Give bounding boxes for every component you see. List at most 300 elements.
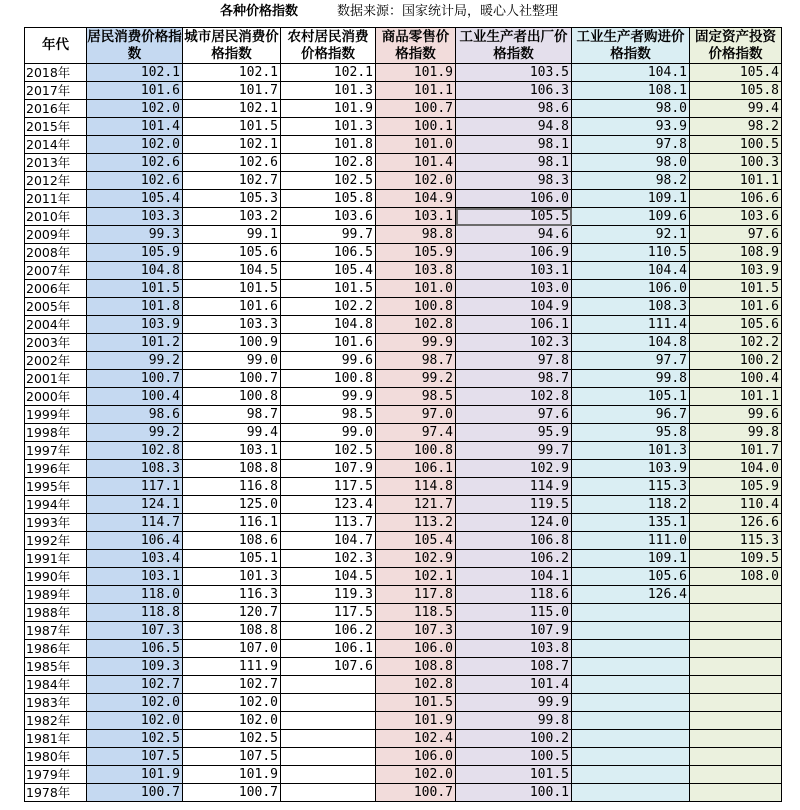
cell-rural-cpi[interactable]: 101.3 — [281, 82, 376, 100]
cell-rural-cpi[interactable]: 104.8 — [281, 316, 376, 334]
cell-ppi-output[interactable]: 114.9 — [456, 478, 572, 496]
cell-ppi-input[interactable]: 95.8 — [572, 424, 690, 442]
cell-ppi-output[interactable]: 100.2 — [456, 730, 572, 748]
cell-ppi-output[interactable]: 98.3 — [456, 172, 572, 190]
cell-year[interactable]: 2006年 — [25, 280, 87, 298]
cell-cpi[interactable]: 102.1 — [87, 64, 183, 82]
cell-rural-cpi[interactable]: 113.7 — [281, 514, 376, 532]
cell-urban-cpi[interactable]: 105.1 — [183, 550, 281, 568]
cell-cpi[interactable]: 106.5 — [87, 640, 183, 658]
cell-fixed-asset-price[interactable]: 100.4 — [690, 370, 782, 388]
cell-urban-cpi[interactable]: 116.1 — [183, 514, 281, 532]
cell-retail-price[interactable]: 101.4 — [376, 154, 456, 172]
cell-fixed-asset-price[interactable] — [690, 586, 782, 604]
cell-cpi[interactable]: 108.3 — [87, 460, 183, 478]
cell-urban-cpi[interactable]: 100.7 — [183, 784, 281, 802]
cell-ppi-output[interactable]: 106.9 — [456, 244, 572, 262]
cell-retail-price[interactable]: 100.7 — [376, 784, 456, 802]
cell-fixed-asset-price[interactable]: 100.3 — [690, 154, 782, 172]
cell-cpi[interactable]: 99.3 — [87, 226, 183, 244]
cell-year[interactable]: 2003年 — [25, 334, 87, 352]
cell-year[interactable]: 2015年 — [25, 118, 87, 136]
cell-urban-cpi[interactable]: 99.1 — [183, 226, 281, 244]
cell-year[interactable]: 1993年 — [25, 514, 87, 532]
cell-rural-cpi[interactable]: 101.8 — [281, 136, 376, 154]
cell-ppi-output[interactable]: 99.8 — [456, 712, 572, 730]
cell-ppi-output[interactable]: 106.1 — [456, 316, 572, 334]
cell-ppi-input[interactable]: 126.4 — [572, 586, 690, 604]
cell-year[interactable]: 2000年 — [25, 388, 87, 406]
cell-ppi-input[interactable]: 105.1 — [572, 388, 690, 406]
cell-rural-cpi[interactable]: 103.6 — [281, 208, 376, 226]
cell-rural-cpi[interactable]: 119.3 — [281, 586, 376, 604]
cell-fixed-asset-price[interactable]: 109.5 — [690, 550, 782, 568]
cell-rural-cpi[interactable]: 99.7 — [281, 226, 376, 244]
cell-ppi-output[interactable]: 108.7 — [456, 658, 572, 676]
cell-urban-cpi[interactable]: 100.7 — [183, 370, 281, 388]
cell-retail-price[interactable]: 106.0 — [376, 748, 456, 766]
cell-rural-cpi[interactable]: 102.2 — [281, 298, 376, 316]
cell-ppi-input[interactable] — [572, 676, 690, 694]
cell-ppi-input[interactable]: 97.7 — [572, 352, 690, 370]
cell-fixed-asset-price[interactable]: 105.4 — [690, 64, 782, 82]
cell-cpi[interactable]: 105.4 — [87, 190, 183, 208]
cell-cpi[interactable]: 102.0 — [87, 136, 183, 154]
cell-cpi[interactable]: 102.0 — [87, 712, 183, 730]
cell-retail-price[interactable]: 101.1 — [376, 82, 456, 100]
cell-ppi-input[interactable] — [572, 640, 690, 658]
cell-retail-price[interactable]: 106.0 — [376, 640, 456, 658]
cell-cpi[interactable]: 102.6 — [87, 172, 183, 190]
cell-year[interactable]: 1987年 — [25, 622, 87, 640]
cell-rural-cpi[interactable]: 123.4 — [281, 496, 376, 514]
cell-fixed-asset-price[interactable]: 99.6 — [690, 406, 782, 424]
cell-fixed-asset-price[interactable]: 101.1 — [690, 388, 782, 406]
cell-rural-cpi[interactable]: 117.5 — [281, 478, 376, 496]
cell-year[interactable]: 2009年 — [25, 226, 87, 244]
cell-urban-cpi[interactable]: 102.7 — [183, 172, 281, 190]
cell-ppi-output[interactable]: 119.5 — [456, 496, 572, 514]
cell-cpi[interactable]: 105.9 — [87, 244, 183, 262]
cell-retail-price[interactable]: 102.4 — [376, 730, 456, 748]
cell-fixed-asset-price[interactable]: 101.6 — [690, 298, 782, 316]
cell-urban-cpi[interactable]: 101.3 — [183, 568, 281, 586]
cell-urban-cpi[interactable]: 105.3 — [183, 190, 281, 208]
cell-fixed-asset-price[interactable]: 104.0 — [690, 460, 782, 478]
cell-ppi-input[interactable] — [572, 766, 690, 784]
header-retail-price-index[interactable]: 商品零售价格指数 — [376, 28, 456, 64]
cell-retail-price[interactable]: 100.8 — [376, 298, 456, 316]
cell-cpi[interactable]: 100.7 — [87, 784, 183, 802]
cell-retail-price[interactable]: 105.4 — [376, 532, 456, 550]
cell-retail-price[interactable]: 100.8 — [376, 442, 456, 460]
cell-ppi-output[interactable]: 102.3 — [456, 334, 572, 352]
cell-ppi-output[interactable]: 98.1 — [456, 154, 572, 172]
cell-ppi-output[interactable]: 103.0 — [456, 280, 572, 298]
cell-cpi[interactable]: 100.4 — [87, 388, 183, 406]
cell-ppi-output[interactable]: 94.8 — [456, 118, 572, 136]
cell-ppi-output[interactable]: 98.1 — [456, 136, 572, 154]
cell-cpi[interactable]: 102.0 — [87, 694, 183, 712]
cell-ppi-input[interactable]: 109.6 — [572, 208, 690, 226]
cell-fixed-asset-price[interactable]: 103.6 — [690, 208, 782, 226]
cell-rural-cpi[interactable]: 105.8 — [281, 190, 376, 208]
cell-year[interactable]: 2014年 — [25, 136, 87, 154]
cell-fixed-asset-price[interactable] — [690, 748, 782, 766]
cell-ppi-input[interactable]: 98.2 — [572, 172, 690, 190]
cell-year[interactable]: 2007年 — [25, 262, 87, 280]
cell-ppi-input[interactable]: 103.9 — [572, 460, 690, 478]
cell-ppi-output[interactable]: 118.6 — [456, 586, 572, 604]
cell-retail-price[interactable]: 101.9 — [376, 712, 456, 730]
cell-fixed-asset-price[interactable]: 101.5 — [690, 280, 782, 298]
cell-rural-cpi[interactable] — [281, 676, 376, 694]
cell-fixed-asset-price[interactable]: 105.6 — [690, 316, 782, 334]
cell-ppi-output[interactable]: 99.9 — [456, 694, 572, 712]
cell-retail-price[interactable]: 97.4 — [376, 424, 456, 442]
cell-ppi-input[interactable] — [572, 712, 690, 730]
cell-year[interactable]: 1986年 — [25, 640, 87, 658]
cell-urban-cpi[interactable]: 99.4 — [183, 424, 281, 442]
cell-cpi[interactable]: 106.4 — [87, 532, 183, 550]
cell-rural-cpi[interactable]: 104.5 — [281, 568, 376, 586]
cell-fixed-asset-price[interactable]: 115.3 — [690, 532, 782, 550]
cell-rural-cpi[interactable]: 102.3 — [281, 550, 376, 568]
cell-ppi-input[interactable] — [572, 748, 690, 766]
cell-rural-cpi[interactable]: 99.6 — [281, 352, 376, 370]
cell-fixed-asset-price[interactable] — [690, 676, 782, 694]
cell-ppi-output[interactable]: 97.6 — [456, 406, 572, 424]
header-year[interactable]: 年代 — [25, 28, 87, 64]
cell-year[interactable]: 2010年 — [25, 208, 87, 226]
cell-year[interactable]: 1978年 — [25, 784, 87, 802]
cell-cpi[interactable]: 107.5 — [87, 748, 183, 766]
header-ppi-input[interactable]: 工业生产者购进价格指数 — [572, 28, 690, 64]
cell-fixed-asset-price[interactable] — [690, 766, 782, 784]
cell-rural-cpi[interactable]: 107.9 — [281, 460, 376, 478]
cell-fixed-asset-price[interactable] — [690, 622, 782, 640]
cell-rural-cpi[interactable]: 99.0 — [281, 424, 376, 442]
cell-ppi-input[interactable]: 109.1 — [572, 550, 690, 568]
cell-year[interactable]: 1996年 — [25, 460, 87, 478]
cell-ppi-input[interactable]: 135.1 — [572, 514, 690, 532]
cell-fixed-asset-price[interactable]: 108.9 — [690, 244, 782, 262]
cell-ppi-output[interactable]: 101.4 — [456, 676, 572, 694]
cell-rural-cpi[interactable]: 102.5 — [281, 442, 376, 460]
cell-rural-cpi[interactable]: 98.5 — [281, 406, 376, 424]
cell-ppi-input[interactable]: 109.1 — [572, 190, 690, 208]
cell-year[interactable]: 1989年 — [25, 586, 87, 604]
cell-urban-cpi[interactable]: 102.1 — [183, 100, 281, 118]
cell-ppi-output[interactable]: 100.5 — [456, 748, 572, 766]
cell-rural-cpi[interactable] — [281, 748, 376, 766]
cell-ppi-output[interactable]: 106.8 — [456, 532, 572, 550]
cell-urban-cpi[interactable]: 107.5 — [183, 748, 281, 766]
cell-ppi-input[interactable]: 108.3 — [572, 298, 690, 316]
cell-urban-cpi[interactable]: 107.0 — [183, 640, 281, 658]
cell-ppi-input[interactable]: 118.2 — [572, 496, 690, 514]
cell-ppi-input[interactable] — [572, 694, 690, 712]
cell-cpi[interactable]: 101.4 — [87, 118, 183, 136]
cell-retail-price[interactable]: 103.1 — [376, 208, 456, 226]
cell-cpi[interactable]: 103.1 — [87, 568, 183, 586]
cell-cpi[interactable]: 101.9 — [87, 766, 183, 784]
cell-ppi-output[interactable]: 95.9 — [456, 424, 572, 442]
cell-urban-cpi[interactable]: 101.5 — [183, 280, 281, 298]
cell-retail-price[interactable]: 114.8 — [376, 478, 456, 496]
cell-urban-cpi[interactable]: 103.1 — [183, 442, 281, 460]
cell-urban-cpi[interactable]: 100.9 — [183, 334, 281, 352]
cell-rural-cpi[interactable] — [281, 766, 376, 784]
cell-ppi-input[interactable] — [572, 730, 690, 748]
cell-cpi[interactable]: 103.4 — [87, 550, 183, 568]
cell-fixed-asset-price[interactable]: 101.7 — [690, 442, 782, 460]
cell-rural-cpi[interactable]: 101.3 — [281, 118, 376, 136]
cell-ppi-output[interactable]: 102.9 — [456, 460, 572, 478]
cell-ppi-input[interactable]: 97.8 — [572, 136, 690, 154]
cell-retail-price[interactable]: 102.0 — [376, 172, 456, 190]
cell-fixed-asset-price[interactable]: 108.0 — [690, 568, 782, 586]
cell-urban-cpi[interactable]: 102.7 — [183, 676, 281, 694]
cell-retail-price[interactable]: 102.9 — [376, 550, 456, 568]
cell-year[interactable]: 1997年 — [25, 442, 87, 460]
cell-cpi[interactable]: 98.6 — [87, 406, 183, 424]
cell-fixed-asset-price[interactable]: 100.2 — [690, 352, 782, 370]
cell-ppi-input[interactable]: 104.8 — [572, 334, 690, 352]
cell-cpi[interactable]: 103.9 — [87, 316, 183, 334]
cell-year[interactable]: 1994年 — [25, 496, 87, 514]
cell-ppi-input[interactable] — [572, 622, 690, 640]
cell-fixed-asset-price[interactable]: 100.5 — [690, 136, 782, 154]
cell-urban-cpi[interactable]: 101.9 — [183, 766, 281, 784]
cell-rural-cpi[interactable]: 106.5 — [281, 244, 376, 262]
cell-fixed-asset-price[interactable]: 99.4 — [690, 100, 782, 118]
cell-urban-cpi[interactable]: 101.7 — [183, 82, 281, 100]
cell-rural-cpi[interactable]: 101.6 — [281, 334, 376, 352]
cell-year[interactable]: 2012年 — [25, 172, 87, 190]
cell-cpi[interactable]: 124.1 — [87, 496, 183, 514]
cell-retail-price[interactable]: 101.5 — [376, 694, 456, 712]
cell-fixed-asset-price[interactable] — [690, 730, 782, 748]
cell-ppi-output[interactable]: 97.8 — [456, 352, 572, 370]
cell-ppi-input[interactable]: 110.5 — [572, 244, 690, 262]
cell-ppi-input[interactable]: 104.4 — [572, 262, 690, 280]
cell-ppi-input[interactable]: 99.8 — [572, 370, 690, 388]
cell-year[interactable]: 2011年 — [25, 190, 87, 208]
cell-ppi-input[interactable] — [572, 604, 690, 622]
cell-retail-price[interactable]: 97.0 — [376, 406, 456, 424]
cell-ppi-input[interactable]: 115.3 — [572, 478, 690, 496]
cell-urban-cpi[interactable]: 102.6 — [183, 154, 281, 172]
cell-rural-cpi[interactable]: 102.1 — [281, 64, 376, 82]
cell-retail-price[interactable]: 101.0 — [376, 280, 456, 298]
cell-year[interactable]: 1992年 — [25, 532, 87, 550]
cell-ppi-output[interactable]: 106.3 — [456, 82, 572, 100]
cell-fixed-asset-price[interactable]: 101.1 — [690, 172, 782, 190]
cell-year[interactable]: 2016年 — [25, 100, 87, 118]
cell-year[interactable]: 1984年 — [25, 676, 87, 694]
cell-urban-cpi[interactable]: 102.5 — [183, 730, 281, 748]
cell-ppi-output[interactable]: 94.6 — [456, 226, 572, 244]
cell-urban-cpi[interactable]: 101.6 — [183, 298, 281, 316]
cell-urban-cpi[interactable]: 108.8 — [183, 622, 281, 640]
cell-rural-cpi[interactable]: 117.5 — [281, 604, 376, 622]
cell-ppi-output[interactable]: 124.0 — [456, 514, 572, 532]
cell-urban-cpi[interactable]: 105.6 — [183, 244, 281, 262]
cell-ppi-output[interactable]: 105.5 — [456, 208, 572, 226]
cell-year[interactable]: 1988年 — [25, 604, 87, 622]
cell-retail-price[interactable]: 107.3 — [376, 622, 456, 640]
cell-cpi[interactable]: 101.8 — [87, 298, 183, 316]
header-fixed-asset-price-index[interactable]: 固定资产投资价格指数 — [690, 28, 782, 64]
cell-cpi[interactable]: 99.2 — [87, 352, 183, 370]
cell-urban-cpi[interactable]: 102.1 — [183, 64, 281, 82]
cell-ppi-input[interactable]: 111.0 — [572, 532, 690, 550]
cell-ppi-output[interactable]: 106.2 — [456, 550, 572, 568]
cell-cpi[interactable]: 100.7 — [87, 370, 183, 388]
cell-ppi-input[interactable]: 106.0 — [572, 280, 690, 298]
cell-retail-price[interactable]: 99.9 — [376, 334, 456, 352]
cell-urban-cpi[interactable]: 102.0 — [183, 712, 281, 730]
cell-ppi-input[interactable] — [572, 658, 690, 676]
cell-urban-cpi[interactable]: 116.8 — [183, 478, 281, 496]
cell-ppi-input[interactable]: 108.1 — [572, 82, 690, 100]
cell-ppi-output[interactable]: 103.5 — [456, 64, 572, 82]
cell-year[interactable]: 2002年 — [25, 352, 87, 370]
cell-fixed-asset-price[interactable] — [690, 658, 782, 676]
cell-retail-price[interactable]: 108.8 — [376, 658, 456, 676]
cell-retail-price[interactable]: 99.2 — [376, 370, 456, 388]
cell-cpi[interactable]: 102.0 — [87, 100, 183, 118]
cell-retail-price[interactable]: 121.7 — [376, 496, 456, 514]
cell-cpi[interactable]: 102.8 — [87, 442, 183, 460]
cell-urban-cpi[interactable]: 104.5 — [183, 262, 281, 280]
cell-fixed-asset-price[interactable]: 103.9 — [690, 262, 782, 280]
cell-cpi[interactable]: 104.8 — [87, 262, 183, 280]
cell-urban-cpi[interactable]: 102.0 — [183, 694, 281, 712]
cell-ppi-input[interactable] — [572, 784, 690, 802]
cell-fixed-asset-price[interactable]: 105.8 — [690, 82, 782, 100]
cell-retail-price[interactable]: 98.5 — [376, 388, 456, 406]
cell-cpi[interactable]: 101.6 — [87, 82, 183, 100]
cell-ppi-output[interactable]: 104.1 — [456, 568, 572, 586]
cell-ppi-input[interactable]: 98.0 — [572, 100, 690, 118]
cell-cpi[interactable]: 117.1 — [87, 478, 183, 496]
cell-year[interactable]: 2001年 — [25, 370, 87, 388]
cell-fixed-asset-price[interactable] — [690, 712, 782, 730]
cell-fixed-asset-price[interactable]: 102.2 — [690, 334, 782, 352]
cell-fixed-asset-price[interactable]: 98.2 — [690, 118, 782, 136]
cell-ppi-output[interactable]: 115.0 — [456, 604, 572, 622]
cell-rural-cpi[interactable] — [281, 712, 376, 730]
cell-retail-price[interactable]: 100.1 — [376, 118, 456, 136]
cell-cpi[interactable]: 118.0 — [87, 586, 183, 604]
cell-retail-price[interactable]: 102.8 — [376, 676, 456, 694]
cell-rural-cpi[interactable] — [281, 694, 376, 712]
cell-fixed-asset-price[interactable] — [690, 694, 782, 712]
cell-fixed-asset-price[interactable]: 105.9 — [690, 478, 782, 496]
cell-cpi[interactable]: 101.5 — [87, 280, 183, 298]
cell-rural-cpi[interactable]: 100.8 — [281, 370, 376, 388]
cell-rural-cpi[interactable]: 102.5 — [281, 172, 376, 190]
cell-ppi-output[interactable]: 103.8 — [456, 640, 572, 658]
cell-year[interactable]: 1982年 — [25, 712, 87, 730]
cell-year[interactable]: 2004年 — [25, 316, 87, 334]
header-cpi[interactable]: 居民消费价格指数 — [87, 28, 182, 62]
cell-urban-cpi[interactable]: 103.2 — [183, 208, 281, 226]
cell-ppi-input[interactable]: 111.4 — [572, 316, 690, 334]
cell-retail-price[interactable]: 105.9 — [376, 244, 456, 262]
cell-cpi[interactable]: 109.3 — [87, 658, 183, 676]
cell-urban-cpi[interactable]: 125.0 — [183, 496, 281, 514]
cell-year[interactable]: 2008年 — [25, 244, 87, 262]
cell-urban-cpi[interactable]: 108.8 — [183, 460, 281, 478]
cell-cpi[interactable]: 114.7 — [87, 514, 183, 532]
cell-rural-cpi[interactable]: 101.9 — [281, 100, 376, 118]
cell-year[interactable]: 2005年 — [25, 298, 87, 316]
cell-cpi[interactable]: 102.6 — [87, 154, 183, 172]
header-ppi-output[interactable]: 工业生产者出厂价格指数 — [456, 28, 572, 64]
cell-cpi[interactable]: 107.3 — [87, 622, 183, 640]
cell-ppi-output[interactable]: 103.1 — [456, 262, 572, 280]
cell-fixed-asset-price[interactable] — [690, 604, 782, 622]
cell-retail-price[interactable]: 113.2 — [376, 514, 456, 532]
cell-ppi-output[interactable]: 104.9 — [456, 298, 572, 316]
cell-urban-cpi[interactable]: 103.3 — [183, 316, 281, 334]
cell-retail-price[interactable]: 102.8 — [376, 316, 456, 334]
cell-retail-price[interactable]: 117.8 — [376, 586, 456, 604]
cell-year[interactable]: 2018年 — [25, 64, 87, 82]
cell-fixed-asset-price[interactable]: 97.6 — [690, 226, 782, 244]
cell-year[interactable]: 1991年 — [25, 550, 87, 568]
cell-ppi-input[interactable]: 98.0 — [572, 154, 690, 172]
cell-rural-cpi[interactable]: 106.1 — [281, 640, 376, 658]
cell-ppi-output[interactable]: 106.0 — [456, 190, 572, 208]
cell-ppi-output[interactable]: 101.5 — [456, 766, 572, 784]
cell-retail-price[interactable]: 101.9 — [376, 64, 456, 82]
cell-urban-cpi[interactable]: 102.1 — [183, 136, 281, 154]
cell-rural-cpi[interactable] — [281, 784, 376, 802]
cell-year[interactable]: 1995年 — [25, 478, 87, 496]
cell-rural-cpi[interactable]: 99.9 — [281, 388, 376, 406]
cell-year[interactable]: 1979年 — [25, 766, 87, 784]
cell-rural-cpi[interactable]: 104.7 — [281, 532, 376, 550]
cell-ppi-input[interactable]: 104.1 — [572, 64, 690, 82]
cell-cpi[interactable]: 101.2 — [87, 334, 183, 352]
cell-urban-cpi[interactable]: 101.5 — [183, 118, 281, 136]
cell-retail-price[interactable]: 104.9 — [376, 190, 456, 208]
cell-year[interactable]: 1985年 — [25, 658, 87, 676]
cell-retail-price[interactable]: 102.1 — [376, 568, 456, 586]
cell-ppi-input[interactable]: 92.1 — [572, 226, 690, 244]
cell-year[interactable]: 2017年 — [25, 82, 87, 100]
cell-year[interactable]: 2013年 — [25, 154, 87, 172]
cell-retail-price[interactable]: 98.7 — [376, 352, 456, 370]
cell-cpi[interactable]: 99.2 — [87, 424, 183, 442]
cell-year[interactable]: 1999年 — [25, 406, 87, 424]
cell-retail-price[interactable]: 98.8 — [376, 226, 456, 244]
cell-cpi[interactable]: 102.5 — [87, 730, 183, 748]
cell-year[interactable]: 1990年 — [25, 568, 87, 586]
cell-year[interactable]: 1981年 — [25, 730, 87, 748]
cell-ppi-input[interactable]: 105.6 — [572, 568, 690, 586]
cell-ppi-output[interactable]: 102.8 — [456, 388, 572, 406]
cell-ppi-input[interactable]: 101.3 — [572, 442, 690, 460]
cell-urban-cpi[interactable]: 99.0 — [183, 352, 281, 370]
cell-year[interactable]: 1983年 — [25, 694, 87, 712]
cell-ppi-output[interactable]: 99.7 — [456, 442, 572, 460]
cell-urban-cpi[interactable]: 108.6 — [183, 532, 281, 550]
